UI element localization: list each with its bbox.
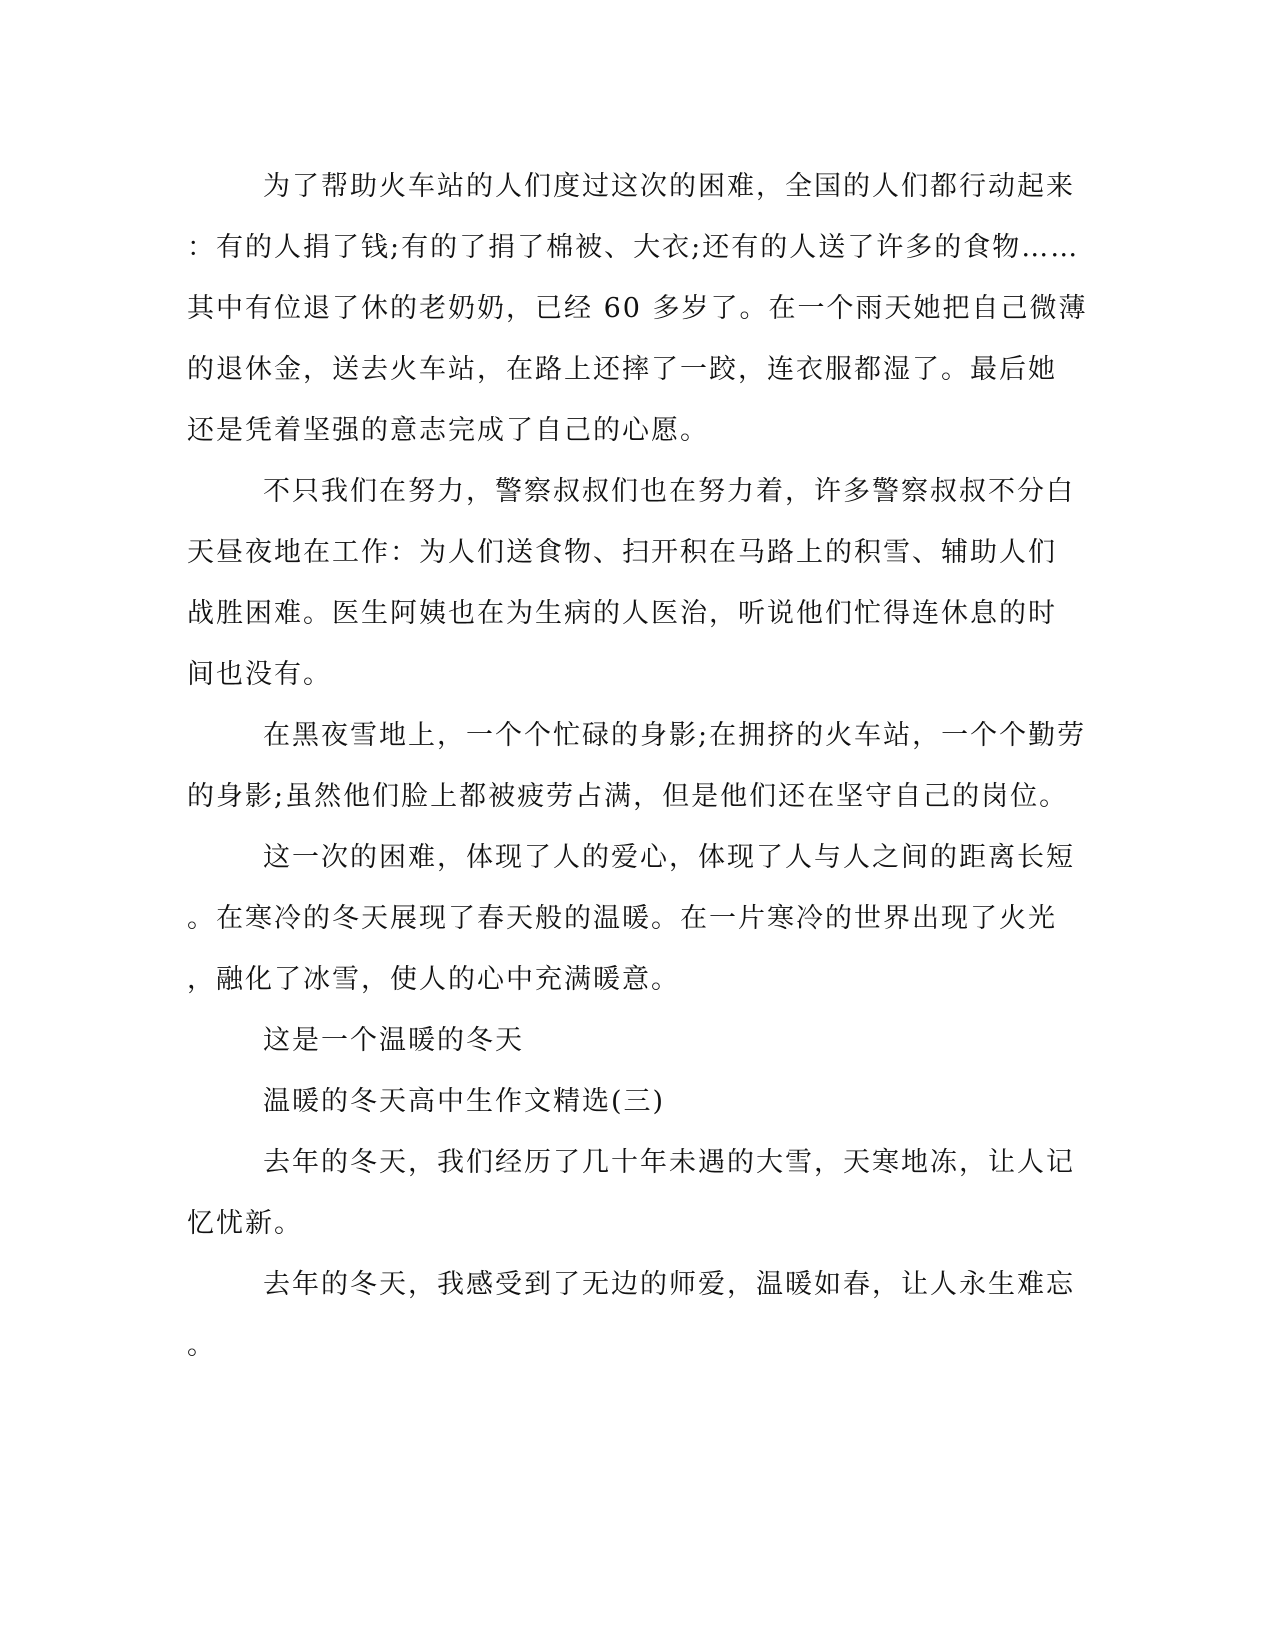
text-line: 战胜困难。医生阿姨也在为生病的人医治，听说他们忙得连休息的时 <box>187 598 1057 629</box>
text-line: 。 <box>187 1330 216 1361</box>
paragraph-5 <box>187 1010 1067 1071</box>
text-line: 不只我们在努力，警察叔叔们也在努力着，许多警察叔叔不分白 <box>263 476 1075 507</box>
text-line: 为了帮助火车站的人们度过这次的困难，全国的人们都行动起来 <box>263 171 1075 202</box>
text-line: 去年的冬天，我感受到了无边的师爱，温暖如春，让人永生难忘 <box>263 1269 1075 1300</box>
text-line: 天昼夜地在工作：为人们送食物、扫开积在马路上的积雪、辅助人们 <box>187 537 1057 568</box>
text-line: 温暖的冬天高中生作文精选(三) <box>263 1086 666 1117</box>
paragraph-1 <box>187 156 1088 461</box>
text-line: ，融化了冰雪，使人的心中充满暖意。 <box>187 964 680 995</box>
text-line: 的退休金，送去火车站，在路上还摔了一跤，连衣服都湿了。最后她 <box>187 354 1057 385</box>
paragraph-4 <box>187 827 1075 1010</box>
document-body <box>187 156 1088 1376</box>
text-line: 去年的冬天，我们经历了几十年未遇的大雪，天寒地冻，让人记 <box>263 1147 1075 1178</box>
text-line: 。在寒冷的冬天展现了春天般的温暖。在一片寒冷的世界出现了火光 <box>187 903 1057 934</box>
paragraph-8 <box>187 1254 1075 1376</box>
paragraph-2 <box>187 461 1075 705</box>
text-line: 这一次的困难，体现了人的爱心，体现了人与人之间的距离长短 <box>263 842 1075 873</box>
text-line: 还是凭着坚强的意志完成了自己的心愿。 <box>187 415 709 446</box>
text-line: 忆忧新。 <box>187 1208 303 1239</box>
section-heading <box>187 1071 1067 1132</box>
paragraph-3 <box>187 705 1087 827</box>
text-line: 的身影;虽然他们脸上都被疲劳占满，但是他们还在坚守自己的岗位。 <box>187 781 1069 812</box>
text-line: ：有的人捐了钱;有的了捐了棉被、大衣;还有的人送了许多的食物…… <box>187 232 1080 263</box>
paragraph-7 <box>187 1132 1075 1254</box>
text-line: 间也没有。 <box>187 659 332 690</box>
text-line: 在黑夜雪地上，一个个忙碌的身影;在拥挤的火车站，一个个勤劳 <box>263 720 1087 751</box>
text-line: 这是一个温暖的冬天 <box>263 1025 524 1056</box>
text-line: 其中有位退了休的老奶奶，已经 60 多岁了。在一个雨天她把自己微薄 <box>187 293 1088 324</box>
